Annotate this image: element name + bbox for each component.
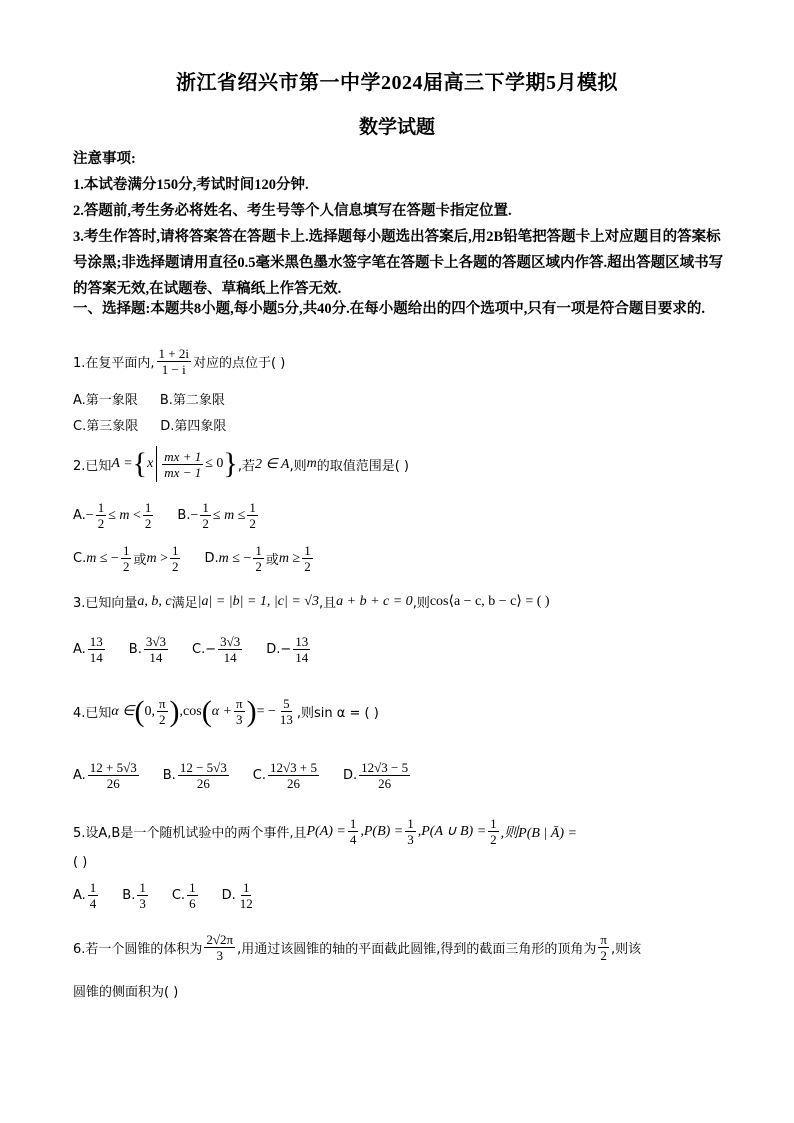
q5-option-c[interactable]: C. $\frac{1}{6}$ (171, 880, 196, 911)
q1-options-row-2 (73, 415, 248, 434)
q2-fraction: $\frac{mx + 1}{mx - 1}$ (164, 448, 202, 480)
notice-heading: 注意事项: (73, 151, 136, 167)
q3-option-c[interactable]: C.− $\frac{3√3}{14}$ (192, 634, 241, 665)
q2-option-c[interactable]: C. m ≤ − $\frac{1}{2}$ 或 m > $\frac{1}{2}$ (73, 543, 179, 574)
q5-paren: ( ) (73, 855, 88, 870)
question-2: 2.已知 A = { x $\frac{mx + 1}{mx - 1}$ ≤ 0 } ,若 2 ∈ A ,则 m 的取值范围是( ) (73, 447, 409, 480)
q4-option-a[interactable]: A. $\frac{12 + 5√3}{26}$ (73, 760, 137, 791)
q5-option-a[interactable]: A. $\frac{1}{4}$ (73, 880, 97, 911)
q2-option-d[interactable]: D. m ≤ − $\frac{1}{2}$ 或 m ≥ $\frac{1}{2}$ (204, 543, 311, 574)
q3-vectors: a, b, c (137, 593, 172, 609)
q2-option-a[interactable]: A. − $\frac{1}{2}$ ≤ m < $\frac{1}{2}$ (73, 500, 152, 531)
q1-option-b[interactable]: B.第二象限 (159, 393, 225, 408)
q6-line-2: 圆锥的侧面积为( ) (73, 985, 179, 1000)
notice-item-3: 3.考生作答时,请将答案答在答题卡上.选择题每小题选出答案后,用2B铅笔把答题卡上对应题目的答案标号涂黑;非选择题请用直径0.5毫米黑色墨水签字笔在答题卡上各题的答题区域内作答.超出答题区域书写的答案无效,在试题卷、草稿纸上作答无效. (73, 229, 724, 297)
q2-options-row-1 (73, 500, 282, 531)
question-1 (73, 346, 285, 377)
exam-title: 浙江省绍兴市第一中学2024届高三下学期5月模拟 (176, 72, 618, 94)
q3-option-a[interactable]: A. $\frac{13}{14}$ (73, 634, 103, 665)
exam-subtitle: 数学试题 (358, 117, 435, 138)
q2-options-row-2 (73, 543, 337, 574)
q4-option-c[interactable]: C. $\frac{12√3 + 5}{26}$ (252, 760, 317, 791)
notice-item-1: 1.本试卷满分150分,考试时间120分钟. (73, 177, 309, 193)
q3-option-d[interactable]: D.− $\frac{13}{14}$ (266, 634, 309, 665)
q5-option-b[interactable]: B. $\frac{1}{3}$ (122, 880, 146, 911)
notice-item-2: 2.答题前,考生务必将姓名、考生号等个人信息填写在答题卡指定位置. (73, 203, 512, 219)
question-5: 5.设A,B是一个随机试验中的两个事件,且 P(A) = $\frac{1}{4}$ ,P(B) = $\frac{1}{3}$ ,P(A ∪ B) = $\frac{1}{2}$ ,则P(B | Ā) = (73, 816, 577, 847)
q3-options (73, 634, 334, 665)
q1-fraction: $\frac{1 + 2i}{1 - i}$ (158, 346, 189, 377)
q1-prefix: 1.在复平面内, (73, 356, 155, 371)
section-1-heading: 一、选择题:本题共8小题,每小题5分,共40分.在每小题给出的四个选项中,只有一项是符合题目要求的. (73, 301, 705, 317)
q1-options-row-1 (73, 389, 247, 408)
q2-option-b[interactable]: B. − $\frac{1}{2}$ ≤ m ≤ $\frac{1}{2}$ (177, 500, 256, 531)
q1-option-d[interactable]: D.第四象限 (160, 419, 227, 434)
q1-suffix: 对应的点位于( ) (193, 356, 286, 371)
q4-option-b[interactable]: B. $\frac{12 - 5√3}{26}$ (162, 760, 227, 791)
q5-option-d[interactable]: D. $\frac{1}{12}$ (221, 880, 253, 911)
question-3: 3.已知向量 a, b, c 满足 |a| = |b| = 1, |c| = √3 ,且 a + b + c = 0 ,则 cos⟨a − c, b − c⟩ = ( ) (73, 593, 550, 611)
q4-options (73, 760, 434, 791)
q1-option-c[interactable]: C.第三象限 (73, 419, 139, 434)
q1-option-a[interactable]: A.第一象限 (73, 393, 138, 408)
q4-option-d[interactable]: D. $\frac{12√3 - 5}{26}$ (342, 760, 409, 791)
q5-options (73, 880, 279, 911)
question-6: 6.若一个圆锥的体积为 $\frac{2√2\pi}{3}$ ,用通过该圆锥的轴的平面截此圆锥,得到的截面三角形的顶角为 $\frac{\pi}{2}$ ,则该 (73, 932, 642, 963)
q3-option-b[interactable]: B. $\frac{3√3}{14}$ (128, 634, 166, 665)
question-4: 4.已知 α ∈ ( 0, $\frac{\pi}{2}$ ) ,cos ( α + $\frac{\pi}{3}$ ) = − $\frac{5}{13}$ ,则sin α = ( ) (73, 694, 379, 728)
